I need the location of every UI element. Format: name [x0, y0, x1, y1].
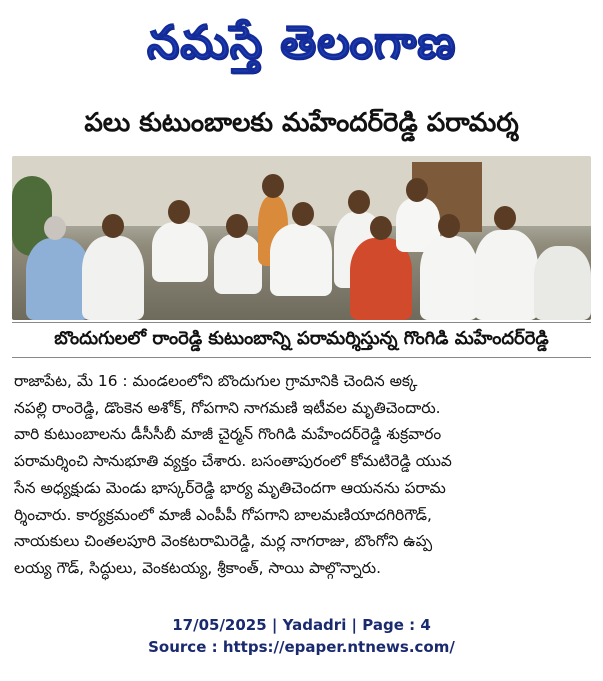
- article-body-line: నపల్లి రాంరెడ్డి, డొంకెన అశోక్, గోపగాని నాగమణి ఇటీవల మృతిచెందారు.: [14, 398, 441, 417]
- article-photo: [12, 156, 591, 320]
- photo-person: [26, 238, 90, 320]
- page-footer: [0, 614, 603, 658]
- article-body: [14, 368, 590, 582]
- article-body-line: నాయకులు చింతలపూరి వెంకటరామిరెడ్డి, మర్ల నాగరాజు, బొంగోని ఉప్ప: [14, 532, 433, 551]
- photo-person: [534, 246, 591, 320]
- photo-person: [214, 234, 262, 294]
- photo-caption: బొందుగులలో రాంరెడ్డి కుటుంబాన్ని పరామర్శిస్తున్న గొంగిడి మహేందర్‌రెడ్డి: [12, 322, 591, 358]
- photo-person: [270, 224, 332, 296]
- edition-info: 17/05/2025 | Yadadri | Page : 4: [172, 616, 431, 634]
- photo-person: [420, 236, 478, 320]
- newspaper-title: నమస్తే తెలంగాణ: [146, 15, 457, 69]
- article-body-line: పరామర్శించి సానుభూతి వ్యక్తం చేశారు. బసంతాపురంలో కోమటిరెడ్డి యువ: [14, 452, 452, 471]
- photo-person-head: [348, 190, 370, 214]
- photo-person-head: [406, 178, 428, 202]
- article-body-line: సేన అధ్యక్షుడు మెండు భాస్కర్‌రెడ్డి భార్య మృతిచెందగా ఆయనను పరామ: [14, 478, 446, 497]
- source-link[interactable]: Source : https://epaper.ntnews.com/: [148, 638, 455, 656]
- photo-person-head: [262, 174, 284, 198]
- masthead: [0, 0, 603, 96]
- photo-person-head: [44, 216, 66, 240]
- photo-person-head: [494, 206, 516, 230]
- photo-person: [152, 222, 208, 282]
- photo-person-head: [292, 202, 314, 226]
- photo-person-head: [438, 214, 460, 238]
- photo-person-head: [168, 200, 190, 224]
- photo-person: [82, 236, 144, 320]
- article-body-line: ర్శించారు. కార్యక్రమంలో మాజీ ఎంపీపీ గోపగాని బాలమణియాదగిరిగౌడ్,: [14, 505, 432, 524]
- photo-person-head: [226, 214, 248, 238]
- article-body-line: రాజాపేట, మే 16 : మండలంలోని బొందుగుల గ్రామానికి చెందిన అక్క: [14, 372, 418, 390]
- photo-person-head: [102, 214, 124, 238]
- article-body-line: వారి కుటుంబాలను డీసీసీబీ మాజీ చైర్మన్ గొంగిడి మహేందర్‌రెడ్డి శుక్రవారం: [14, 425, 442, 444]
- article-body-line: లయ్య గౌడ్, సిద్ధులు, వెంకటయ్య, శ్రీకాంత్, సాయి పాల్గొన్నారు.: [14, 558, 382, 577]
- photo-person-head: [370, 216, 392, 240]
- article-headline: పలు కుటుంబాలకు మహేందర్‌రెడ్డి పరామర్శ: [84, 108, 519, 138]
- photo-person: [474, 230, 538, 320]
